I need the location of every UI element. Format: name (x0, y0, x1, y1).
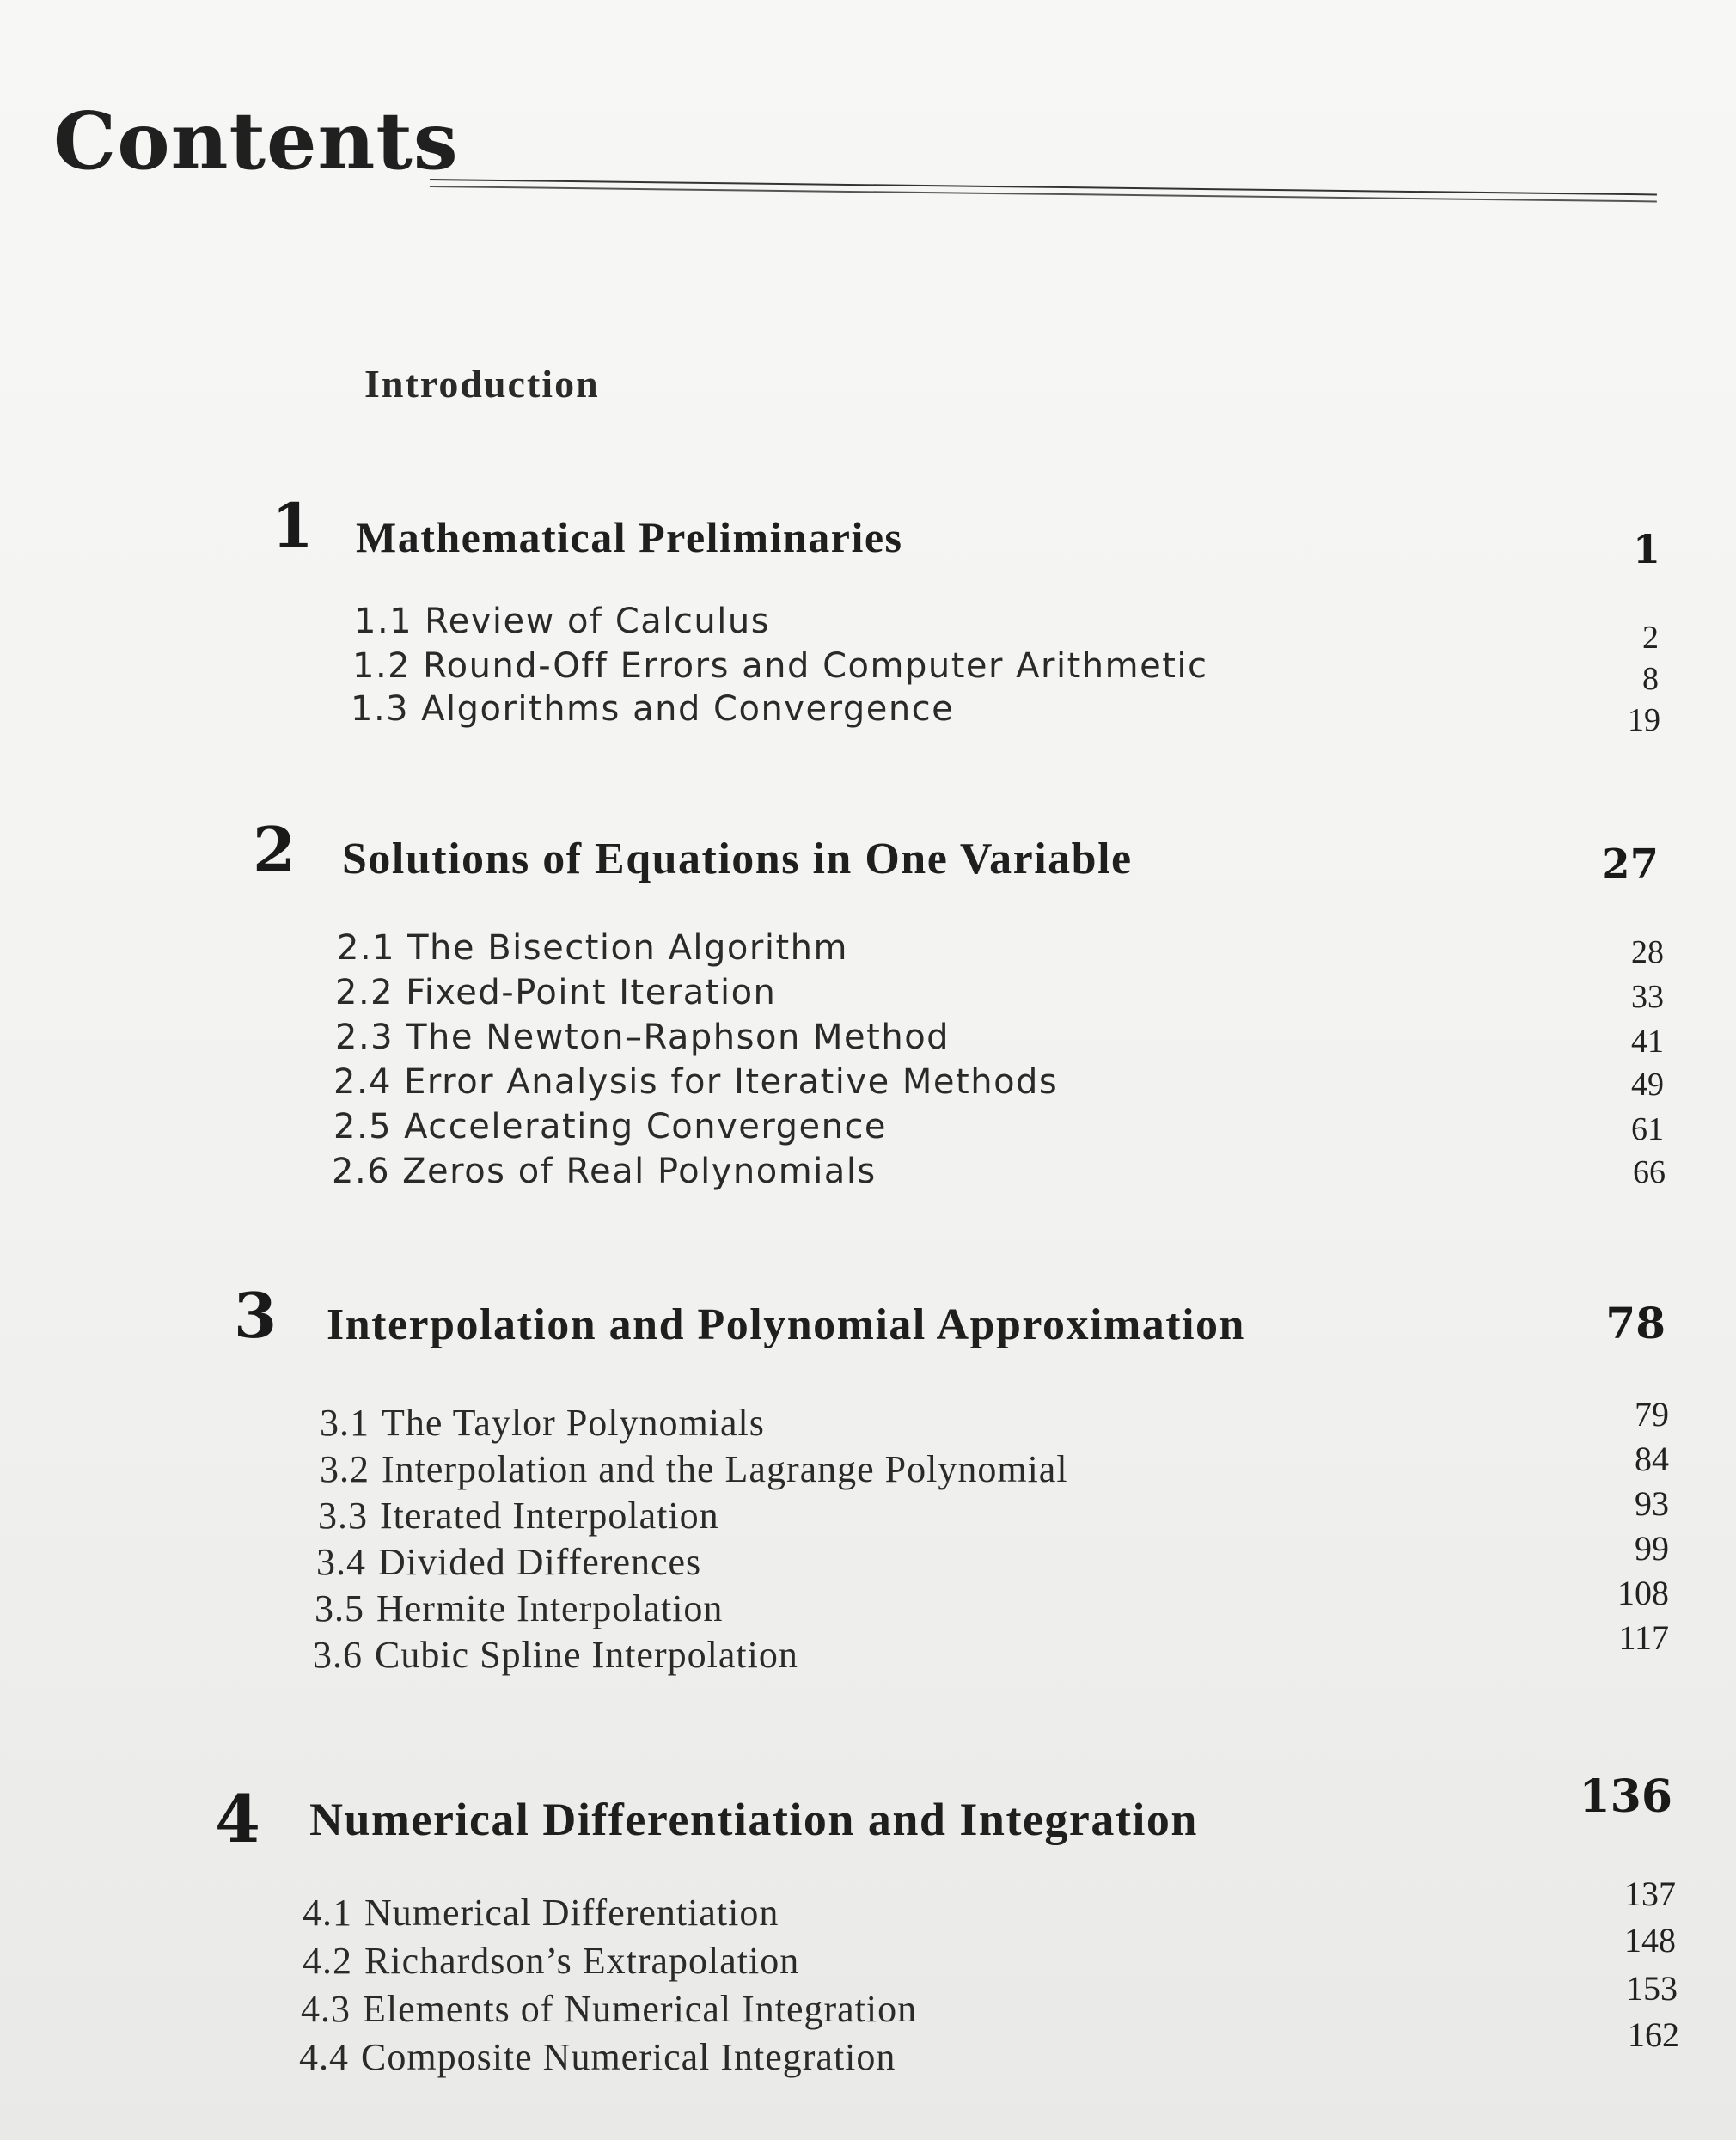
section-title: Numerical Differentiation (364, 1892, 779, 1934)
section-title: Zeros of Real Polynomials (402, 1152, 877, 1191)
section-page: 49 (1631, 1067, 1664, 1103)
section-number: 3.4 (316, 1541, 366, 1583)
section-page: 99 (1635, 1529, 1669, 1568)
section-title: Review of Calculus (425, 602, 771, 641)
section-number: 2.2 (335, 973, 394, 1012)
section-entry[interactable] (301, 1987, 917, 2031)
section-number: 2.6 (332, 1152, 391, 1191)
section-entry[interactable] (320, 1447, 1068, 1491)
section-title: Error Analysis for Iterative Methods (404, 1062, 1059, 1102)
section-title: Round-Off Errors and Computer Arithmetic (423, 646, 1208, 686)
section-entry[interactable] (333, 1107, 887, 1146)
section-title: Hermite Interpolation (376, 1587, 724, 1629)
section-entry[interactable] (315, 1587, 723, 1630)
section-number: 1.3 (351, 689, 410, 729)
chapter-number: 2 (253, 813, 296, 886)
section-title: Divided Differences (378, 1541, 702, 1583)
chapter-number: 3 (234, 1279, 278, 1352)
chapter-title[interactable]: Solutions of Equations in One Variable (342, 835, 1133, 884)
section-page: 41 (1631, 1024, 1664, 1060)
section-page: 137 (1624, 1874, 1676, 1913)
section-number: 1.1 (354, 602, 413, 641)
section-page: 2 (1642, 620, 1659, 656)
chapter-title[interactable]: Interpolation and Polynomial Approximation (327, 1300, 1245, 1349)
chapter-page: 27 (1601, 841, 1659, 889)
section-entry[interactable] (316, 1540, 701, 1584)
section-entry[interactable] (303, 1939, 799, 1983)
section-number: 4.3 (301, 1988, 351, 2030)
section-number: 2.1 (337, 928, 396, 968)
section-page: 61 (1631, 1111, 1664, 1147)
section-page: 66 (1633, 1154, 1666, 1190)
section-number: 2.5 (333, 1107, 393, 1146)
chapter-page: 1 (1632, 526, 1660, 572)
chapter-number: 1 (272, 490, 314, 561)
section-entry[interactable] (335, 1018, 950, 1057)
section-entry[interactable] (337, 928, 848, 968)
chapter-number: 4 (215, 1781, 260, 1857)
introduction-entry[interactable]: Introduction (364, 362, 600, 406)
section-title: The Taylor Polynomials (382, 1402, 765, 1444)
section-title: Composite Numerical Integration (361, 2036, 896, 2078)
section-title: The Newton–Raphson Method (406, 1018, 951, 1057)
section-page: 33 (1631, 979, 1664, 1015)
section-number: 2.3 (335, 1018, 394, 1057)
section-title: Elements of Numerical Integration (363, 1988, 918, 2030)
section-number: 4.1 (303, 1892, 352, 1934)
chapter-page: 136 (1579, 1770, 1672, 1823)
section-number: 3.2 (320, 1448, 370, 1490)
section-title: Richardson’s Extrapolation (364, 1940, 800, 1982)
section-title: Fixed-Point Iteration (406, 973, 777, 1012)
section-number: 3.1 (320, 1402, 370, 1444)
section-page: 117 (1618, 1618, 1669, 1657)
section-number: 1.2 (352, 646, 412, 686)
section-page: 79 (1635, 1395, 1669, 1434)
section-page: 8 (1642, 661, 1659, 697)
section-title: Algorithms and Convergence (421, 689, 955, 729)
section-page: 19 (1628, 702, 1660, 738)
section-number: 3.5 (315, 1587, 364, 1629)
section-entry[interactable] (299, 2035, 896, 2079)
section-number: 4.2 (303, 1940, 352, 1982)
section-page: 162 (1628, 2015, 1679, 2054)
section-entry[interactable] (351, 689, 954, 729)
section-page: 28 (1631, 934, 1664, 970)
section-number: 4.4 (299, 2036, 349, 2078)
page-title: Contents (53, 95, 459, 187)
section-number: 3.3 (318, 1495, 368, 1537)
section-title: Cubic Spline Interpolation (375, 1634, 798, 1676)
section-entry[interactable] (320, 1401, 765, 1445)
section-entry[interactable] (318, 1494, 719, 1538)
section-entry[interactable] (352, 646, 1208, 686)
title-rule (430, 179, 1657, 202)
section-page: 153 (1626, 1969, 1678, 2008)
section-entry[interactable] (303, 1891, 779, 1935)
section-entry[interactable] (335, 973, 776, 1012)
section-entry[interactable] (332, 1152, 877, 1191)
section-entry[interactable] (354, 602, 770, 641)
section-title: Iterated Interpolation (380, 1495, 719, 1537)
section-entry[interactable] (313, 1633, 798, 1677)
section-page: 93 (1635, 1484, 1669, 1523)
section-title: The Bisection Algorithm (407, 928, 848, 968)
section-number: 2.4 (333, 1062, 393, 1102)
chapter-title[interactable]: Numerical Differentiation and Integration (309, 1794, 1198, 1845)
section-number: 3.6 (313, 1634, 363, 1676)
section-title: Interpolation and the Lagrange Polynomial (382, 1448, 1068, 1490)
section-page: 148 (1624, 1921, 1676, 1960)
chapter-page: 78 (1605, 1298, 1666, 1348)
chapter-title[interactable]: Mathematical Preliminaries (356, 513, 903, 561)
section-entry[interactable] (333, 1062, 1058, 1102)
section-page: 108 (1617, 1574, 1669, 1612)
section-page: 84 (1635, 1440, 1669, 1478)
section-title: Accelerating Convergence (404, 1107, 888, 1146)
